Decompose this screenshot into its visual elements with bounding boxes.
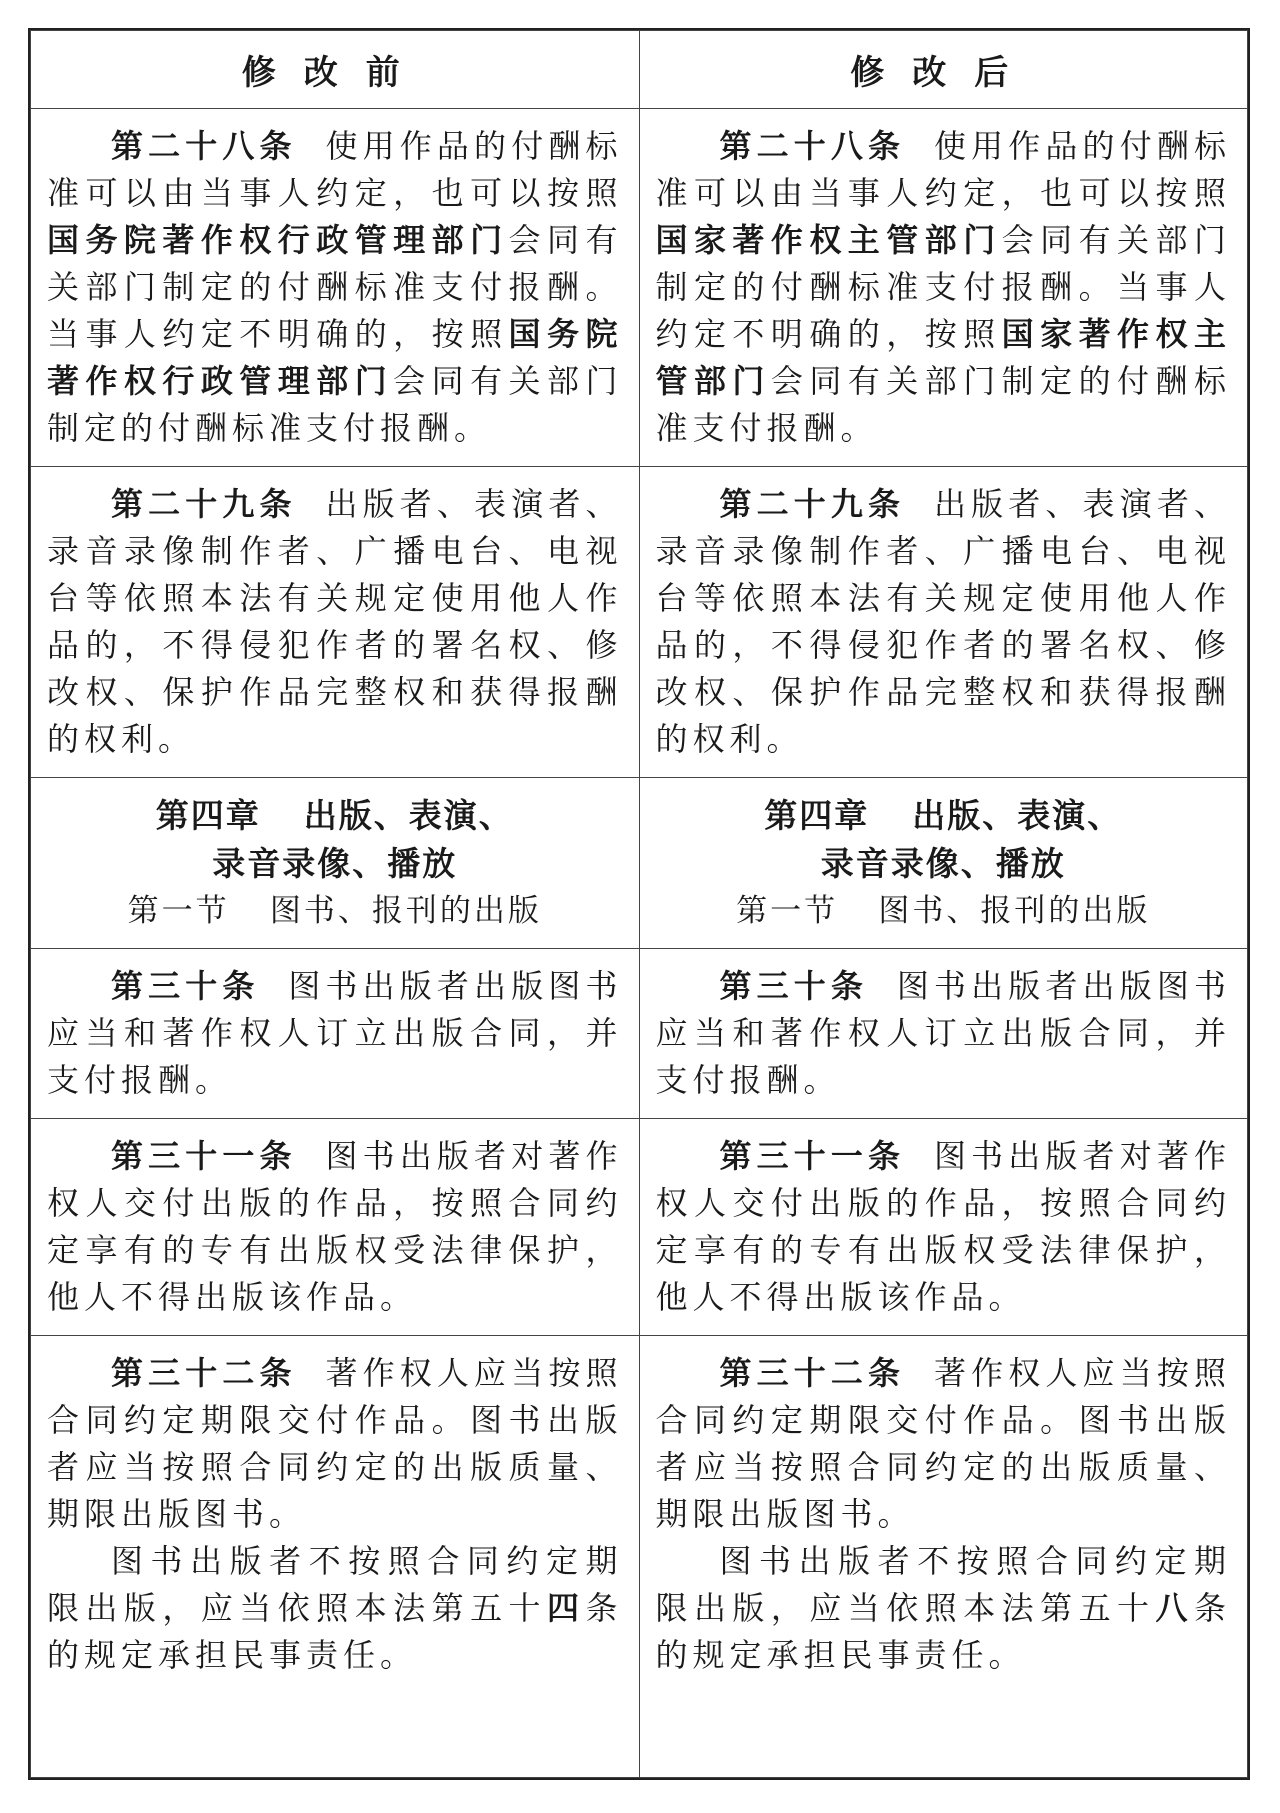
- article-number: 第三十条: [111, 967, 260, 1005]
- article-32-before: [31, 1336, 640, 1778]
- emphasized-text: 国务院著作权行政管理部门: [47, 221, 509, 259]
- article-number: 第三十一条: [111, 1137, 297, 1175]
- chapter-title-line2: 录音录像、播放: [820, 844, 1066, 883]
- article-text: 著作权人应当按照合同约定期限交付作品。图书出版者应当按照合同约定的出版质量、期限出版图书。: [47, 1354, 623, 1533]
- article-text: 会同有关部门制定的付酬标准支付报酬。当事人约定不明确的，按照: [655, 221, 1231, 353]
- article-text: 会同有关部门制定的付酬标准支付报酬。: [655, 362, 1231, 447]
- article-number: 第二十九条: [111, 485, 297, 523]
- article-28-after: [639, 109, 1248, 467]
- article-28-row: [31, 109, 1248, 467]
- article-text: 条的规定承担民事责任。: [47, 1589, 623, 1674]
- chapter-4-after: [639, 778, 1248, 949]
- comparison-table: [30, 30, 1248, 1778]
- article-text: 出版者、表演者、录音录像制作者、广播电台、电视台等依照本法有关规定使用他人作品的，不得侵犯作者的署名权、修改权、保护作品完整权和获得报酬的权利。: [655, 485, 1231, 758]
- article-text: 图书出版者不按照合同约定期限出版，应当依照本法第五十: [47, 1542, 623, 1627]
- article-30-after: [639, 949, 1248, 1119]
- emphasized-text: 国务院著作权行政管理部门: [47, 315, 623, 400]
- chapter-4-before: [31, 778, 640, 949]
- emphasized-text: 八: [1155, 1589, 1194, 1627]
- section-title: 图书、报刊的出版: [878, 893, 1151, 929]
- emphasized-text: 四: [547, 1589, 586, 1627]
- article-number: 第三十二条: [719, 1354, 906, 1392]
- article-text: 使用作品的付酬标准可以由当事人约定，也可以按照: [47, 127, 623, 212]
- section-number: 第一节: [736, 893, 839, 929]
- article-31-before: [31, 1119, 640, 1336]
- article-number: 第三十条: [719, 967, 869, 1005]
- article-number: 第二十八条: [719, 127, 906, 165]
- chapter-title-line1: 出版、表演、: [912, 796, 1123, 835]
- chapter-title-line2: 录音录像、播放: [212, 844, 458, 883]
- article-29-before: [31, 467, 640, 778]
- chapter-number: 第四章: [764, 796, 870, 835]
- article-text: 条的规定承担民事责任。: [655, 1589, 1231, 1674]
- article-32-after: [639, 1336, 1248, 1778]
- article-text: 图书出版者对著作权人交付出版的作品，按照合同约定享有的专有出版权受法律保护，他人不得出版该作品。: [47, 1137, 623, 1316]
- article-number: 第二十九条: [719, 485, 906, 523]
- header-before: 修改前: [31, 31, 640, 109]
- header-row: [31, 31, 1248, 109]
- article-30-before: [31, 949, 640, 1119]
- article-29-after: [639, 467, 1248, 778]
- comparison-table-frame: [28, 28, 1250, 1780]
- section-number: 第一节: [127, 893, 230, 929]
- article-text: 会同有关部门制定的付酬标准支付报酬。当事人约定不明确的，按照: [47, 221, 623, 353]
- article-number: 第二十八条: [111, 127, 297, 165]
- emphasized-text: 国家著作权主管部门: [655, 315, 1231, 400]
- article-number: 第三十一条: [719, 1137, 906, 1175]
- chapter-title-line1: 出版、表演、: [303, 796, 514, 835]
- article-text: 会同有关部门制定的付酬标准支付报酬。: [47, 362, 623, 447]
- article-31-after: [639, 1119, 1248, 1336]
- article-text: 著作权人应当按照合同约定期限交付作品。图书出版者应当按照合同约定的出版质量、期限出版图书。: [655, 1354, 1231, 1533]
- header-after: 修改后: [639, 31, 1248, 109]
- article-number: 第三十二条: [111, 1354, 297, 1392]
- article-text: 出版者、表演者、录音录像制作者、广播电台、电视台等依照本法有关规定使用他人作品的，不得侵犯作者的署名权、修改权、保护作品完整权和获得报酬的权利。: [47, 485, 623, 758]
- article-text: 图书出版者出版图书应当和著作权人订立出版合同，并支付报酬。: [655, 967, 1231, 1099]
- article-30-row: [31, 949, 1248, 1119]
- article-text: 图书出版者出版图书应当和著作权人订立出版合同，并支付报酬。: [47, 967, 623, 1099]
- emphasized-text: 国家著作权主管部门: [655, 221, 1002, 259]
- article-29-row: [31, 467, 1248, 778]
- article-text: 图书出版者对著作权人交付出版的作品，按照合同约定享有的专有出版权受法律保护，他人不得出版该作品。: [655, 1137, 1231, 1316]
- chapter-4-row: [31, 778, 1248, 949]
- article-31-row: [31, 1119, 1248, 1336]
- article-text: 使用作品的付酬标准可以由当事人约定，也可以按照: [655, 127, 1231, 212]
- article-32-row: [31, 1336, 1248, 1778]
- article-text: 图书出版者不按照合同约定期限出版，应当依照本法第五十: [655, 1542, 1231, 1627]
- section-title: 图书、报刊的出版: [269, 893, 542, 929]
- article-28-before: [31, 109, 640, 467]
- chapter-number: 第四章: [155, 796, 261, 835]
